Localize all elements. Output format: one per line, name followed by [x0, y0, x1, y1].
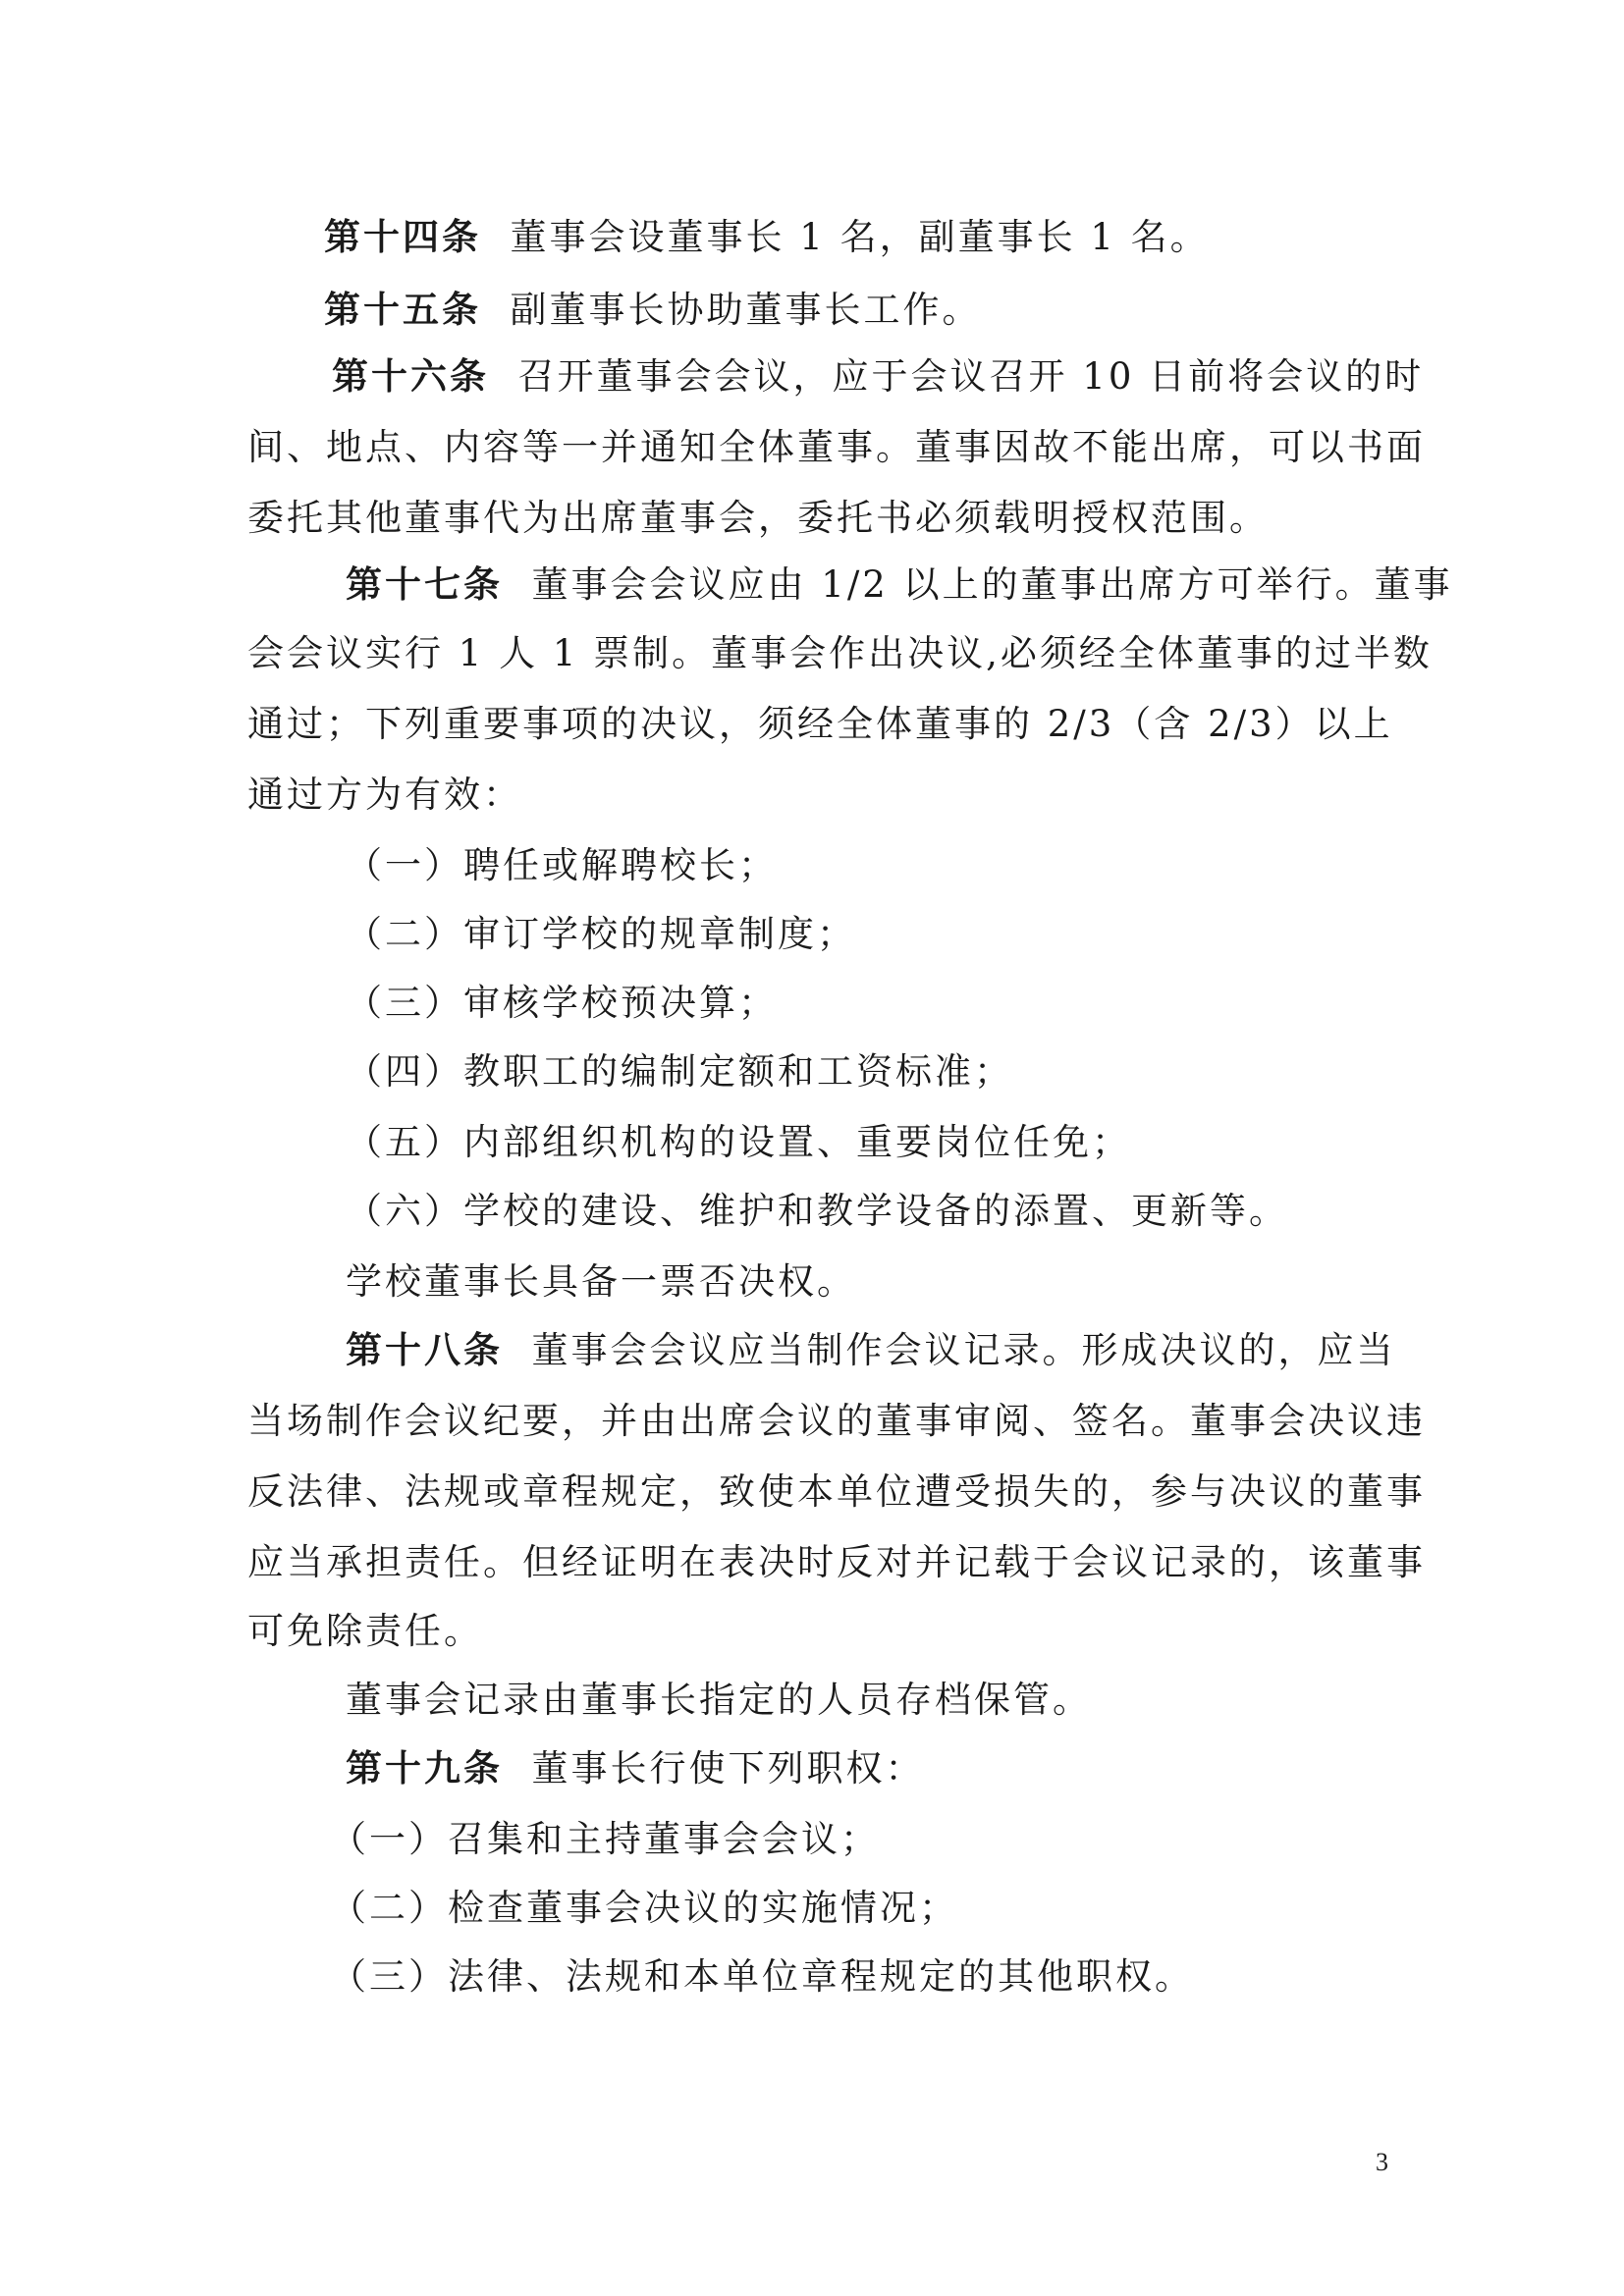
article-19-item-2: （二）检查董事会决议的实施情况；: [330, 1887, 958, 1929]
article-17-line-3: 通过；下列重要事项的决议，须经全体董事的 2/3（含 2/3）以上: [247, 703, 1393, 745]
article-15-heading: 第十五条: [324, 289, 481, 331]
article-17-item-3: （三）审核学校预决算；: [346, 982, 778, 1024]
article-19-heading: 第十九条: [346, 1747, 503, 1789]
article-17-heading: 第十七条: [346, 563, 503, 606]
article-15: [324, 287, 1463, 334]
article-17-item-6: （六）学校的建设、维护和教学设备的添置、更新等。: [346, 1190, 1288, 1232]
article-16-line-3: 委托其他董事代为出席董事会，委托书必须载明授权范围。: [247, 497, 1269, 539]
article-19-item-3: （三）法律、法规和本单位章程规定的其他职权。: [330, 1955, 1194, 1998]
article-18-line-1: [346, 1327, 1396, 1374]
article-18-text-1: 董事会会议应当制作会议记录。形成决议的，应当: [531, 1329, 1396, 1371]
article-18-line-2: 当场制作会议纪要，并由出席会议的董事审阅、签名。董事会决议违: [247, 1400, 1426, 1442]
article-17-item-1: （一）聘任或解聘校长；: [346, 844, 778, 886]
article-17-item-5: （五）内部组织机构的设置、重要岗位任免；: [346, 1121, 1131, 1163]
article-14-text: 董事会设董事长 1 名，副董事长 1 名。: [510, 216, 1210, 258]
article-16-line-1: [332, 353, 1425, 400]
article-17-text-1: 董事会会议应由 1/2 以上的董事出席方可举行。董事: [531, 563, 1453, 606]
article-18-line-3: 反法律、法规或章程规定，致使本单位遭受损失的，参与决议的董事: [247, 1470, 1426, 1513]
article-18-records: 董事会记录由董事长指定的人员存档保管。: [346, 1679, 1092, 1721]
article-19-text: 董事长行使下列职权：: [531, 1747, 925, 1789]
article-17-line-4: 通过方为有效：: [247, 774, 522, 816]
article-19: [346, 1745, 1485, 1792]
article-19-item-1: （一）召集和主持董事会会议；: [330, 1818, 880, 1860]
article-18-line-5: 可免除责任。: [247, 1610, 483, 1652]
article-17-veto: 学校董事长具备一票否决权。: [346, 1260, 856, 1303]
page-number: 3: [1376, 2148, 1388, 2176]
article-18-heading: 第十八条: [346, 1329, 503, 1371]
article-15-text: 副董事长协助董事长工作。: [510, 289, 982, 331]
article-18-line-4: 应当承担责任。但经证明在表决时反对并记载于会议记录的，该董事: [247, 1541, 1426, 1583]
article-17-line-1: [346, 561, 1453, 609]
article-16-text-1: 召开董事会会议，应于会议召开 10 日前将会议的时: [517, 355, 1425, 398]
article-14-heading: 第十四条: [324, 216, 481, 258]
article-16-line-2: 间、地点、内容等一并通知全体董事。董事因故不能出席，可以书面: [247, 426, 1426, 468]
article-17-item-2: （二）审订学校的规章制度；: [346, 913, 856, 955]
article-16-heading: 第十六条: [332, 355, 489, 398]
article-14: [324, 214, 1463, 261]
article-17-item-4: （四）教职工的编制定额和工资标准；: [346, 1050, 1013, 1093]
article-17-line-2: 会会议实行 1 人 1 票制。董事会作出决议,必须经全体董事的过半数: [247, 632, 1433, 674]
